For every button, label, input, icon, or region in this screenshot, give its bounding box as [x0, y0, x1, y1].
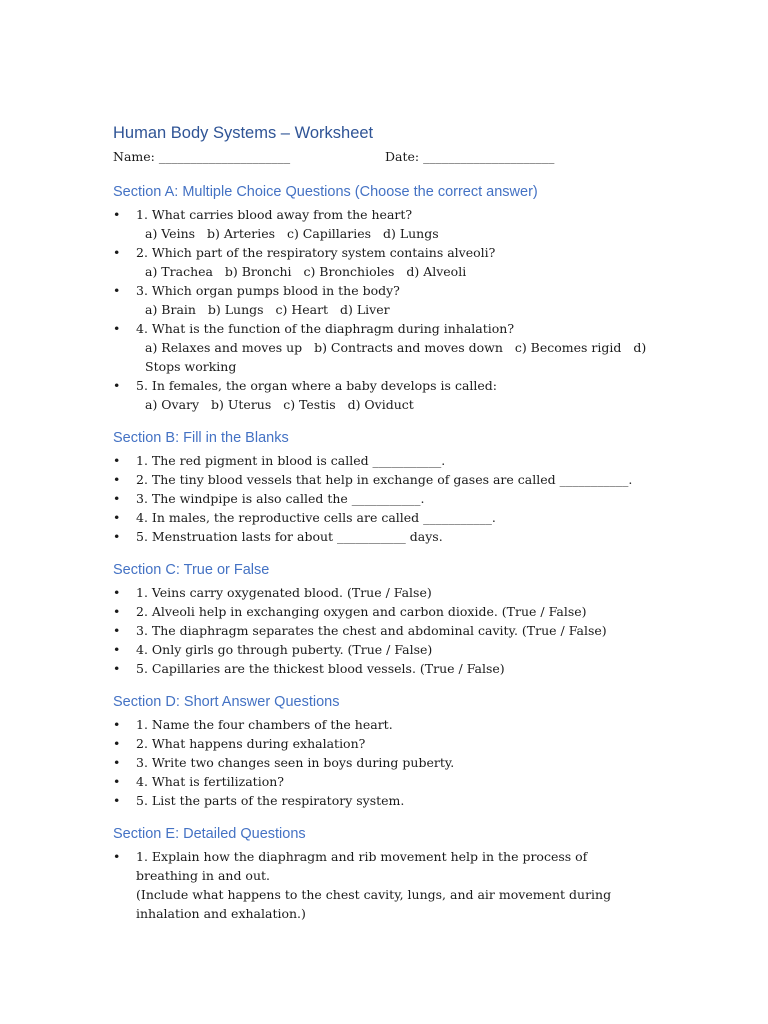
- question-note: (Include what happens to the chest cavity, lungs, and air movement during inhalation and exhalation.): [136, 887, 612, 921]
- question-text: 4. In males, the reproductive cells are called ___________.: [136, 510, 496, 525]
- bullet-icon: •: [113, 321, 121, 336]
- question-list: [113, 847, 653, 923]
- question-item: [113, 489, 653, 508]
- question-item: [113, 847, 653, 923]
- section-b: [113, 428, 653, 546]
- bullet-icon: •: [113, 207, 121, 222]
- question-text: 3. The windpipe is also called the ___________.: [136, 491, 425, 506]
- sections-container: [113, 182, 653, 923]
- bullet-icon: •: [113, 585, 121, 600]
- question-item: [113, 791, 653, 810]
- section-d: [113, 692, 653, 810]
- question-text: 1. Name the four chambers of the heart.: [136, 717, 393, 732]
- question-item: [113, 205, 653, 243]
- question-item: [113, 319, 653, 376]
- question-list: [113, 451, 653, 546]
- bullet-icon: •: [113, 453, 121, 468]
- name-date-row: [113, 148, 653, 166]
- question-list: [113, 205, 653, 414]
- question-item: [113, 734, 653, 753]
- bullet-icon: •: [113, 491, 121, 506]
- question-text: 4. What is the function of the diaphragm during inhalation?: [136, 321, 515, 336]
- question-text: 4. Only girls go through puberty. (True / False): [136, 642, 433, 657]
- question-text: 2. The tiny blood vessels that help in exchange of gases are called ___________.: [136, 472, 633, 487]
- date-field-label: Date: _____________________: [385, 149, 555, 164]
- question-item: [113, 621, 653, 640]
- question-item: [113, 243, 653, 281]
- question-item: [113, 602, 653, 621]
- question-text: 5. In females, the organ where a baby develops is called:: [136, 378, 497, 393]
- question-list: [113, 715, 653, 810]
- bullet-icon: •: [113, 642, 121, 657]
- question-item: [113, 470, 653, 489]
- bullet-icon: •: [113, 604, 121, 619]
- question-text: 2. Alveoli help in exchanging oxygen and carbon dioxide. (True / False): [136, 604, 587, 619]
- answer-options: a) Veins b) Arteries c) Capillaries d) Lungs: [145, 226, 439, 241]
- question-text: 1. Explain how the diaphragm and rib movement help in the process of breathing in and out.: [136, 849, 588, 883]
- question-item: [113, 583, 653, 602]
- bullet-icon: •: [113, 510, 121, 525]
- bullet-icon: •: [113, 661, 121, 676]
- question-item: [113, 376, 653, 414]
- bullet-icon: •: [113, 283, 121, 298]
- bullet-icon: •: [113, 529, 121, 544]
- question-text: 2. What happens during exhalation?: [136, 736, 366, 751]
- section-heading: Section A: Multiple Choice Questions (Choose the correct answer): [113, 184, 538, 200]
- question-text: 2. Which part of the respiratory system contains alveoli?: [136, 245, 496, 260]
- question-text: 3. Which organ pumps blood in the body?: [136, 283, 400, 298]
- question-text: 5. List the parts of the respiratory system.: [136, 793, 405, 808]
- question-item: [113, 451, 653, 470]
- question-item: [113, 527, 653, 546]
- question-item: [113, 772, 653, 791]
- question-text: 1. Veins carry oxygenated blood. (True / False): [136, 585, 432, 600]
- page-title: Human Body Systems – Worksheet: [113, 124, 374, 142]
- answer-options: a) Ovary b) Uterus c) Testis d) Oviduct: [145, 397, 414, 412]
- bullet-icon: •: [113, 849, 121, 864]
- section-heading: Section B: Fill in the Blanks: [113, 430, 289, 446]
- question-text: 1. The red pigment in blood is called ___________.: [136, 453, 446, 468]
- section-e: [113, 824, 653, 923]
- bullet-icon: •: [113, 623, 121, 638]
- worksheet-content: [113, 124, 653, 937]
- question-text: 4. What is fertilization?: [136, 774, 284, 789]
- section-c: [113, 560, 653, 678]
- bullet-icon: •: [113, 472, 121, 487]
- question-text: 3. The diaphragm separates the chest and abdominal cavity. (True / False): [136, 623, 607, 638]
- question-item: [113, 508, 653, 527]
- section-heading: Section D: Short Answer Questions: [113, 694, 340, 710]
- section-a: [113, 182, 653, 414]
- bullet-icon: •: [113, 378, 121, 393]
- bullet-icon: •: [113, 717, 121, 732]
- bullet-icon: •: [113, 793, 121, 808]
- question-item: [113, 753, 653, 772]
- question-list: [113, 583, 653, 678]
- bullet-icon: •: [113, 245, 121, 260]
- bullet-icon: •: [113, 774, 121, 789]
- question-text: 5. Capillaries are the thickest blood vessels. (True / False): [136, 661, 505, 676]
- section-heading: Section C: True or False: [113, 562, 270, 578]
- question-text: 3. Write two changes seen in boys during puberty.: [136, 755, 455, 770]
- answer-options: a) Trachea b) Bronchi c) Bronchioles d) Alveoli: [145, 264, 467, 279]
- question-item: [113, 715, 653, 734]
- bullet-icon: •: [113, 736, 121, 751]
- question-item: [113, 659, 653, 678]
- answer-options: a) Brain b) Lungs c) Heart d) Liver: [145, 302, 390, 317]
- section-heading: Section E: Detailed Questions: [113, 826, 306, 842]
- question-text: 1. What carries blood away from the heart?: [136, 207, 413, 222]
- question-text: 5. Menstruation lasts for about ___________ days.: [136, 529, 443, 544]
- answer-options: a) Relaxes and moves up b) Contracts and moves down c) Becomes rigid d) Stops working: [145, 340, 651, 374]
- question-item: [113, 640, 653, 659]
- question-item: [113, 281, 653, 319]
- name-field-label: Name: _____________________: [113, 149, 291, 164]
- bullet-icon: •: [113, 755, 121, 770]
